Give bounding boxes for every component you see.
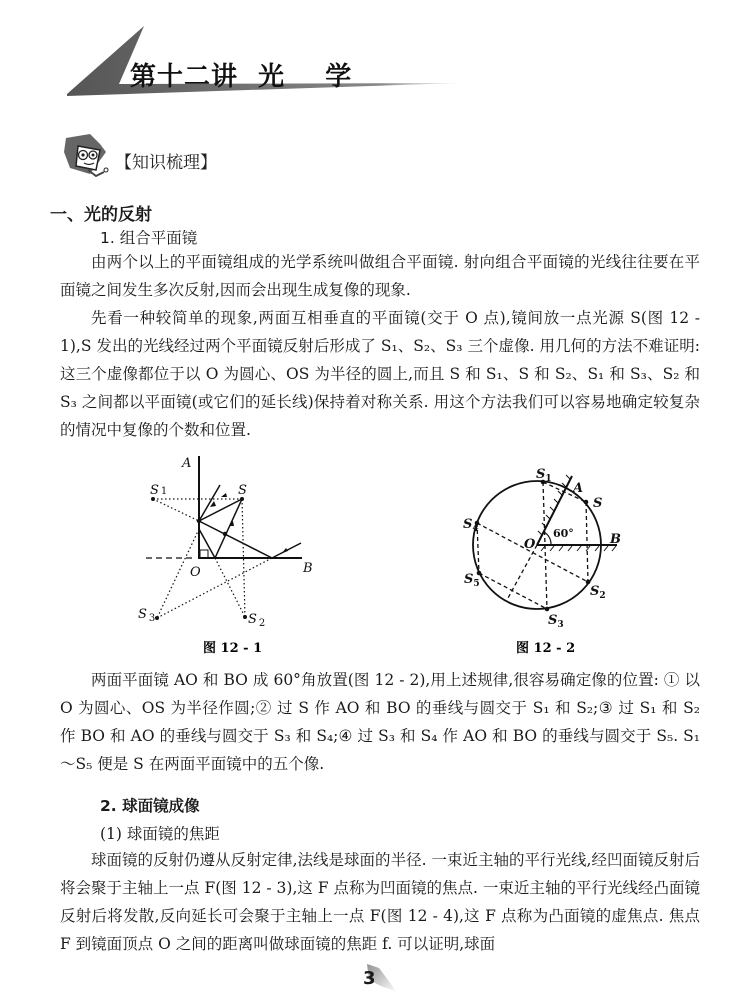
label-s2: S $_2$ — [248, 612, 266, 629]
label-a: A — [573, 481, 584, 496]
label-b: B — [303, 561, 313, 576]
label-o: O — [524, 537, 536, 552]
paragraph: 由两个以上的平面镜组成的光学系统叫做组合平面镜. 射向组合平面镜的光线往往要在平面镜之间发生多次反射,因而会出现生成复像的现象. — [60, 253, 700, 299]
subsection-heading: 1. 组合平面镜 — [100, 229, 198, 247]
label-s4: $S_4$ — [463, 517, 479, 534]
label-s1: S 1 — [150, 483, 168, 498]
label-s2: $S_2$ — [590, 584, 606, 601]
figure-12-1 — [130, 450, 330, 660]
sub-subsection-heading: (1) 球面镜的焦距 — [100, 825, 220, 843]
page-number: 3 — [363, 968, 376, 989]
label-o: O — [190, 565, 201, 580]
label-s: S — [593, 496, 603, 511]
chapter-title: 第十二讲 光 学 — [130, 62, 353, 92]
subsection-heading: 2. 球面镜成像 — [100, 797, 200, 815]
label-b: B — [610, 532, 621, 547]
paragraph: 两面平面镜 AO 和 BO 成 60°角放置(图 12 - 2),用上述规律,很容易确定像的位置: ① 以 O 为圆心、OS 为半径作圆;② 过 S 作 AO 和 BO 的垂线与圆交于 S₁ 和 S₂;③ 过 S₁ 和 S₂ 作 BO 和 AO 的垂线与圆交于 S₃ 和 S₄;④ 过 S₃ 和 S₄ 作 AO 和 BO 的垂线与圆交于 S₅. S₁～S₅ 便是 S 在两面平面镜中的五个像. — [60, 671, 700, 773]
figure-caption: 图 12 - 2 — [516, 641, 576, 656]
figure-12-2 — [450, 445, 650, 660]
angle-label: 60° — [553, 527, 574, 540]
label-s1: $S_1$ — [536, 467, 552, 484]
paragraph: 先看一种较简单的现象,两面互相垂直的平面镜(交于 O 点),镜间放一点光源 S(图 12 - 1),S 发出的光线经过两个平面镜反射后形成了 S₁、S₂、S₃ 三个虚像. 用几何的方法不难证明: 这三个虚像都位于以 O 为圆心、OS 为半径的圆上,而且 S 和 S₁、S 和 S₂、S₁ 和 S₃、S₂ 和 S₃ 之间都以平面镜(或它们的延长线)保持着对称关系. 用这个方法我们可以容易地确定较复杂的情况中复像的个数和位置. — [60, 309, 700, 439]
mascot-icon — [60, 132, 112, 182]
label-s3: $S_3$ — [548, 613, 564, 630]
section-heading: 一、光的反射 — [50, 205, 152, 225]
label-a: A — [182, 456, 192, 471]
figure-caption: 图 12 - 1 — [203, 641, 263, 656]
label-s3: S $_3$ — [138, 607, 156, 624]
label-s: S — [238, 483, 247, 498]
label-s5: $S_5$ — [464, 572, 480, 589]
paragraph: 球面镜的反射仍遵从反射定律,法线是球面的半径. 一束近主轴的平行光线,经凹面镜反射后将会聚于主轴上一点 F(图 12 - 3),这 F 点称为凹面镜的焦点. 一束近主轴的平行光线经凸面镜反射后将发散,反向延长可会聚于主轴上一点 F(图 12 - 4),这 F 点称为凸面镜的虚焦点. 焦点 F 到镜面顶点 O 之间的距离叫做球面镜的焦距 f. 可以证明,球面 — [60, 851, 700, 953]
section-tag: 【知识梳理】 — [115, 153, 217, 173]
